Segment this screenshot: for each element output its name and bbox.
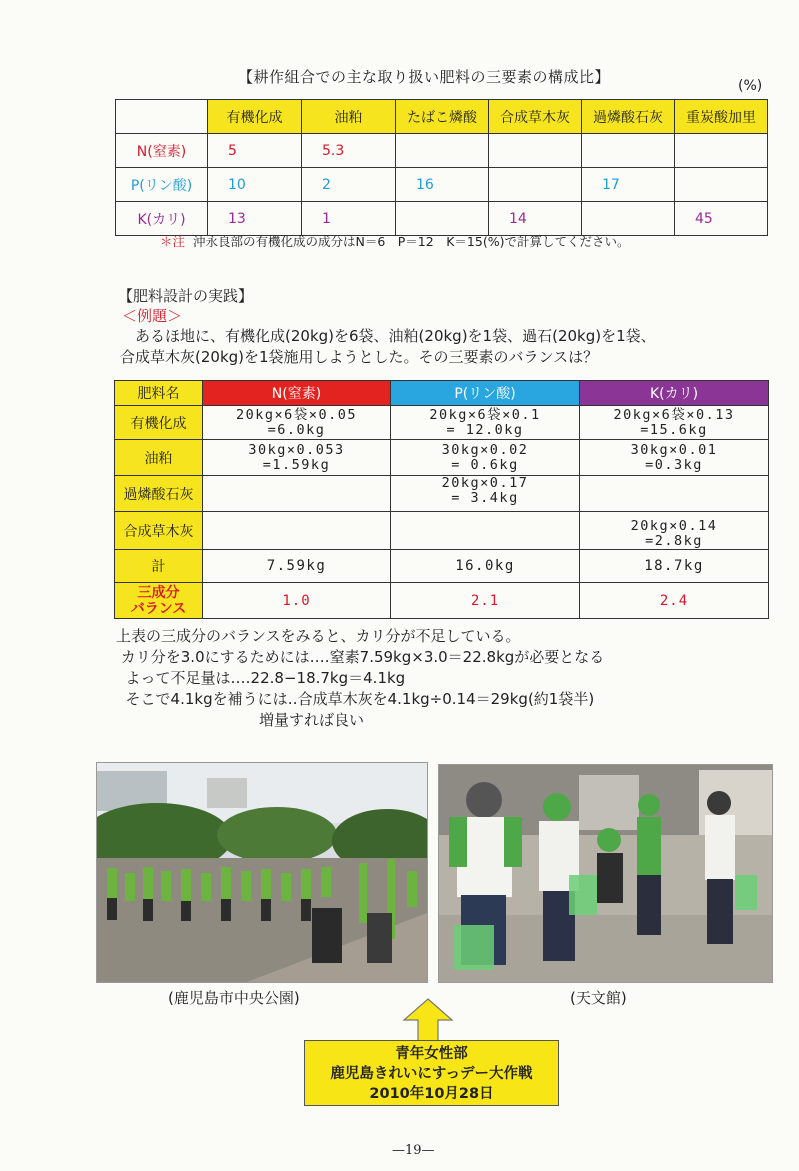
- calc-line: 20kg×0.14: [630, 518, 718, 534]
- calc-result: = 12.0kg: [446, 421, 524, 438]
- row-label: 過燐酸石灰: [115, 476, 203, 512]
- tenmonkan-cleanup-illustration: [439, 765, 772, 982]
- table-row: [115, 476, 769, 512]
- calc-result: =2.8kg: [645, 533, 703, 549]
- header-potassium: K(カリ): [580, 381, 769, 406]
- table-cell: 5.3: [302, 134, 396, 168]
- problem-text: [120, 326, 656, 368]
- composition-table-title: 【耕作組合での主な取り扱い肥料の三要素の構成比】: [238, 68, 611, 86]
- table-cell: [580, 512, 769, 550]
- header-cell: 油粕: [302, 100, 396, 134]
- calc-line: 20kg×0.17: [441, 475, 529, 491]
- table-cell: [675, 134, 768, 168]
- table-cell: [391, 406, 580, 440]
- balance-phosphate: 2.1: [391, 583, 580, 619]
- table-cell: [391, 476, 580, 512]
- explanation-text: [116, 626, 604, 731]
- table-header-row: [115, 381, 769, 406]
- table-row: [115, 440, 769, 476]
- total-potassium: 18.7kg: [580, 550, 769, 583]
- table-cell: [580, 476, 769, 512]
- note-text: 沖永良部の有機化成の成分はN＝6 P＝12 K＝15(%)で計算してください。: [192, 234, 630, 249]
- header-nitrogen: N(窒素): [203, 381, 391, 406]
- balance-potassium: 2.4: [580, 583, 769, 619]
- table-cell: 45: [675, 202, 768, 236]
- table-row-phosphate: [116, 168, 768, 202]
- park-cleanup-photo: [96, 762, 428, 983]
- explanation-line: 上表の三成分のバランスをみると、カリ分が不足している。: [116, 627, 521, 645]
- example-label: ＜例題＞: [122, 307, 183, 325]
- practice-section-title: 【肥料設計の実践】: [118, 287, 254, 305]
- note-marker: ＊注: [160, 234, 186, 249]
- table-cell: 17: [582, 168, 675, 202]
- balance-label: [115, 583, 203, 619]
- table-header-row: [116, 100, 768, 134]
- fertilizer-design-table: [114, 380, 769, 619]
- table-cell: [203, 476, 391, 512]
- header-cell: 重炭酸加里: [675, 100, 768, 134]
- table-cell: [675, 168, 768, 202]
- table-cell: [580, 406, 769, 440]
- header-cell: 有機化成: [208, 100, 302, 134]
- event-group: 青年女性部: [395, 1046, 468, 1062]
- table-cell: 2: [302, 168, 396, 202]
- calc-result: =6.0kg: [267, 421, 326, 438]
- table-cell: [396, 134, 489, 168]
- page-number: —19—: [392, 1143, 435, 1158]
- explanation-line: よって不足量は‥‥22.8−18.7kg＝4.1kg: [116, 669, 406, 687]
- table-cell: 10: [208, 168, 302, 202]
- row-label: 有機化成: [115, 406, 203, 440]
- table-cell: [396, 202, 489, 236]
- balance-row: [115, 583, 769, 619]
- explanation-line: カリ分を3.0にするためには‥‥窒素7.59kg×3.0＝22.8kgが必要となる: [116, 648, 605, 666]
- row-label: N(窒素): [116, 134, 208, 168]
- left-photo-caption: (鹿児島市中央公園): [168, 989, 300, 1007]
- table-cell: 14: [489, 202, 582, 236]
- balance-label-line: 三成分: [137, 584, 180, 601]
- row-label: 計: [115, 550, 203, 583]
- table-cell: [580, 440, 769, 476]
- balance-nitrogen: 1.0: [203, 583, 391, 619]
- total-row: [115, 550, 769, 583]
- event-name: 鹿児島きれいにすっデー大作戦: [330, 1066, 533, 1082]
- fertilizer-composition-table: [115, 99, 768, 236]
- table-cell: [391, 512, 580, 550]
- calc-result: = 0.6kg: [451, 456, 519, 473]
- table-cell: [203, 512, 391, 550]
- row-label: K(カリ): [116, 202, 208, 236]
- table-cell: [203, 406, 391, 440]
- right-photo-caption: (天文館): [570, 989, 627, 1007]
- header-phosphate: P(リン酸): [391, 381, 580, 406]
- tenmonkan-cleanup-photo: [438, 764, 773, 983]
- table-corner-cell: [116, 100, 208, 134]
- header-fertilizer-name: 肥料名: [115, 381, 203, 406]
- calc-line: 20kg×6袋×0.1: [429, 406, 541, 423]
- calc-result: =0.3kg: [645, 456, 703, 473]
- table-cell: [582, 134, 675, 168]
- header-cell: 合成草木灰: [489, 100, 582, 134]
- problem-line: あるほ地に、有機化成(20kg)を6袋、油粕(20kg)を1袋、過石(20kg)を1袋、: [120, 327, 656, 345]
- calc-result: = 3.4kg: [451, 490, 519, 506]
- park-cleanup-illustration: [97, 763, 427, 982]
- calc-result: =1.59kg: [262, 456, 331, 473]
- total-nitrogen: 7.59kg: [203, 550, 391, 583]
- table-cell: 5: [208, 134, 302, 168]
- header-cell: たばこ燐酸: [396, 100, 489, 134]
- table-cell: [391, 440, 580, 476]
- table-cell: [489, 134, 582, 168]
- problem-line: 合成草木灰(20kg)を1袋施用しようとした。その三要素のバランスは？: [120, 348, 599, 366]
- table-cell: 13: [208, 202, 302, 236]
- calc-result: =15.6kg: [640, 421, 708, 438]
- explanation-line: 増量すれば良い: [116, 711, 365, 729]
- table-cell: [582, 202, 675, 236]
- event-date: 2010年10月28日: [369, 1086, 494, 1102]
- table-row-nitrogen: [116, 134, 768, 168]
- table-cell: [203, 440, 391, 476]
- table-cell: 1: [302, 202, 396, 236]
- up-arrow-icon: [402, 998, 454, 1044]
- calc-line: 30kg×0.053: [248, 441, 345, 458]
- table-cell: 16: [396, 168, 489, 202]
- row-label: 合成草木灰: [115, 512, 203, 550]
- explanation-line: そこで4.1kgを補うには‥合成草木灰を4.1kg÷0.14＝29kg(約1袋半): [116, 690, 595, 708]
- calc-line: 30kg×0.02: [441, 441, 529, 458]
- calc-line: 30kg×0.01: [630, 441, 718, 458]
- calc-line: 20kg×6袋×0.13: [613, 406, 735, 423]
- table-row: [115, 406, 769, 440]
- balance-label-line: バランス: [130, 600, 187, 617]
- row-label: 油粕: [115, 440, 203, 476]
- calculation-note: [160, 232, 629, 250]
- total-phosphate: 16.0kg: [391, 550, 580, 583]
- event-info-box: [304, 1040, 559, 1106]
- table-cell: [489, 168, 582, 202]
- header-cell: 過燐酸石灰: [582, 100, 675, 134]
- table-row: [115, 512, 769, 550]
- unit-label: (%): [738, 78, 763, 94]
- row-label: P(リン酸): [116, 168, 208, 202]
- calc-line: 20kg×6袋×0.05: [236, 406, 357, 423]
- table-row-potassium: [116, 202, 768, 236]
